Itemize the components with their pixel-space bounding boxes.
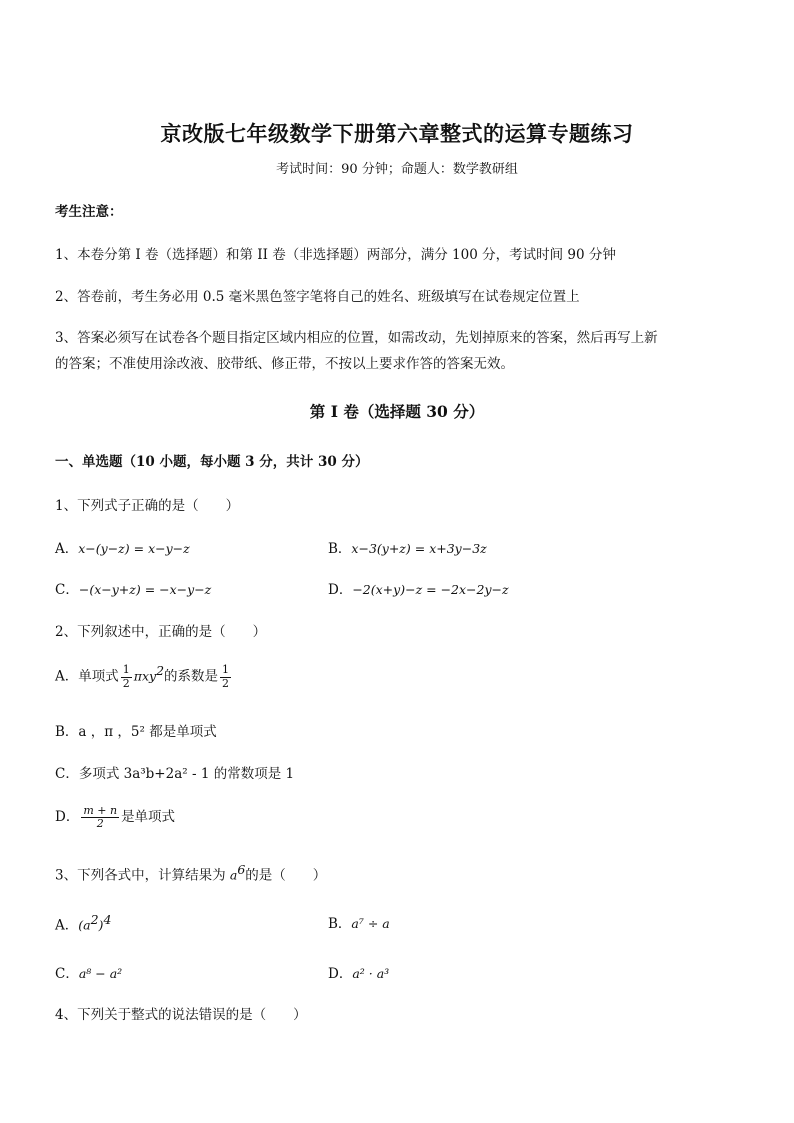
question-2-stem: 2、下列叙述中，正确的是（ ） <box>55 624 267 640</box>
question-3-option-c <box>55 962 122 982</box>
question-1-option-d <box>328 578 509 598</box>
fraction: $\frac{1}{2}$ <box>222 663 230 690</box>
option-label: B． <box>328 916 352 932</box>
question-3-option-b <box>328 912 390 932</box>
part-heading: 一、单选题（10 小题，每小题 3 分，共计 30 分） <box>55 454 369 470</box>
question-2-option-c: C．多项式 3a³b+2a² - 1 的常数项是 1 <box>55 766 295 782</box>
page-title: 京改版七年级数学下册第六章整式的运算专题练习 <box>160 121 634 146</box>
option-label: D． <box>328 966 353 982</box>
option-label: A． <box>55 917 79 934</box>
question-1-option-c <box>55 578 211 598</box>
option-label: C． <box>55 966 79 982</box>
option-label: D． <box>55 809 80 826</box>
option-expr: −2(x+y)−z = −2x−2y−z <box>352 582 509 597</box>
option-expr: a⁸ − a² <box>78 966 123 981</box>
question-2-option-b: B．a ，π ，5² 都是单项式 <box>55 724 217 740</box>
notice-item-2: 2、答卷前，考生务必用 0.5 毫米黑色签字笔将自己的姓名、班级填写在试卷规定位置上 <box>55 289 580 305</box>
notice-heading: 考生注意： <box>55 204 123 220</box>
option-label: A．单项式 <box>55 668 119 685</box>
exam-info: 考试时间：90 分钟；命题人：数学教研组 <box>276 162 518 177</box>
option-expr: −(x−y+z) = −x−y−z <box>78 582 212 597</box>
fraction: $\frac{1}{2}$ <box>122 663 130 690</box>
option-label: A． <box>55 541 79 557</box>
fraction: $\frac{m + n}{2}$ <box>83 804 118 831</box>
option-text: 是单项式 <box>121 809 176 826</box>
question-3-option-a: A．$(a^2)^4$ <box>55 912 112 934</box>
stem-expr: a <box>229 867 238 883</box>
question-4-stem: 4、下列关于整式的说法错误的是（ ） <box>55 1007 307 1023</box>
question-1-stem: 1、下列式子正确的是（ ） <box>55 498 240 514</box>
option-label: D． <box>328 582 353 598</box>
question-1-option-b <box>328 537 487 557</box>
question-1-option-a <box>55 537 190 557</box>
question-3-stem: 3、下列各式中，计算结果为 $a^6$的是（ ） <box>55 862 327 884</box>
question-2-option-a <box>55 663 233 690</box>
option-expr: x−3(y+z) = x+3y−3z <box>351 541 487 556</box>
option-expr: a² · a³ <box>352 966 390 981</box>
question-2-option-d <box>55 805 175 830</box>
option-label: C． <box>55 582 79 598</box>
notice-item-3: 3、答案必须写在试卷各个题目指定区域内相应的位置，如需改动，先划掉原来的答案，然后再写上新 <box>55 330 658 346</box>
option-text: 的系数是 <box>164 668 219 685</box>
notice-item-1: 1、本卷分第 I 卷（选择题）和第 II 卷（非选择题）两部分，满分 100 分，考试时间 90 分钟 <box>55 247 616 263</box>
exponent: 2 <box>156 663 165 678</box>
exponent: 6 <box>237 862 246 877</box>
monomial: πxy <box>133 668 157 684</box>
option-label: B． <box>328 541 352 557</box>
option-expr: a⁷ ÷ a <box>351 916 390 931</box>
option-expr: x−(y−z) = x−y−z <box>78 541 190 556</box>
section-title: 第 I 卷（选择题 30 分） <box>309 402 485 421</box>
notice-item-3-cont: 的答案；不准使用涂改液、胶带纸、修正带，不按以上要求作答的答案无效。 <box>55 356 514 372</box>
question-3-option-d <box>328 962 389 982</box>
